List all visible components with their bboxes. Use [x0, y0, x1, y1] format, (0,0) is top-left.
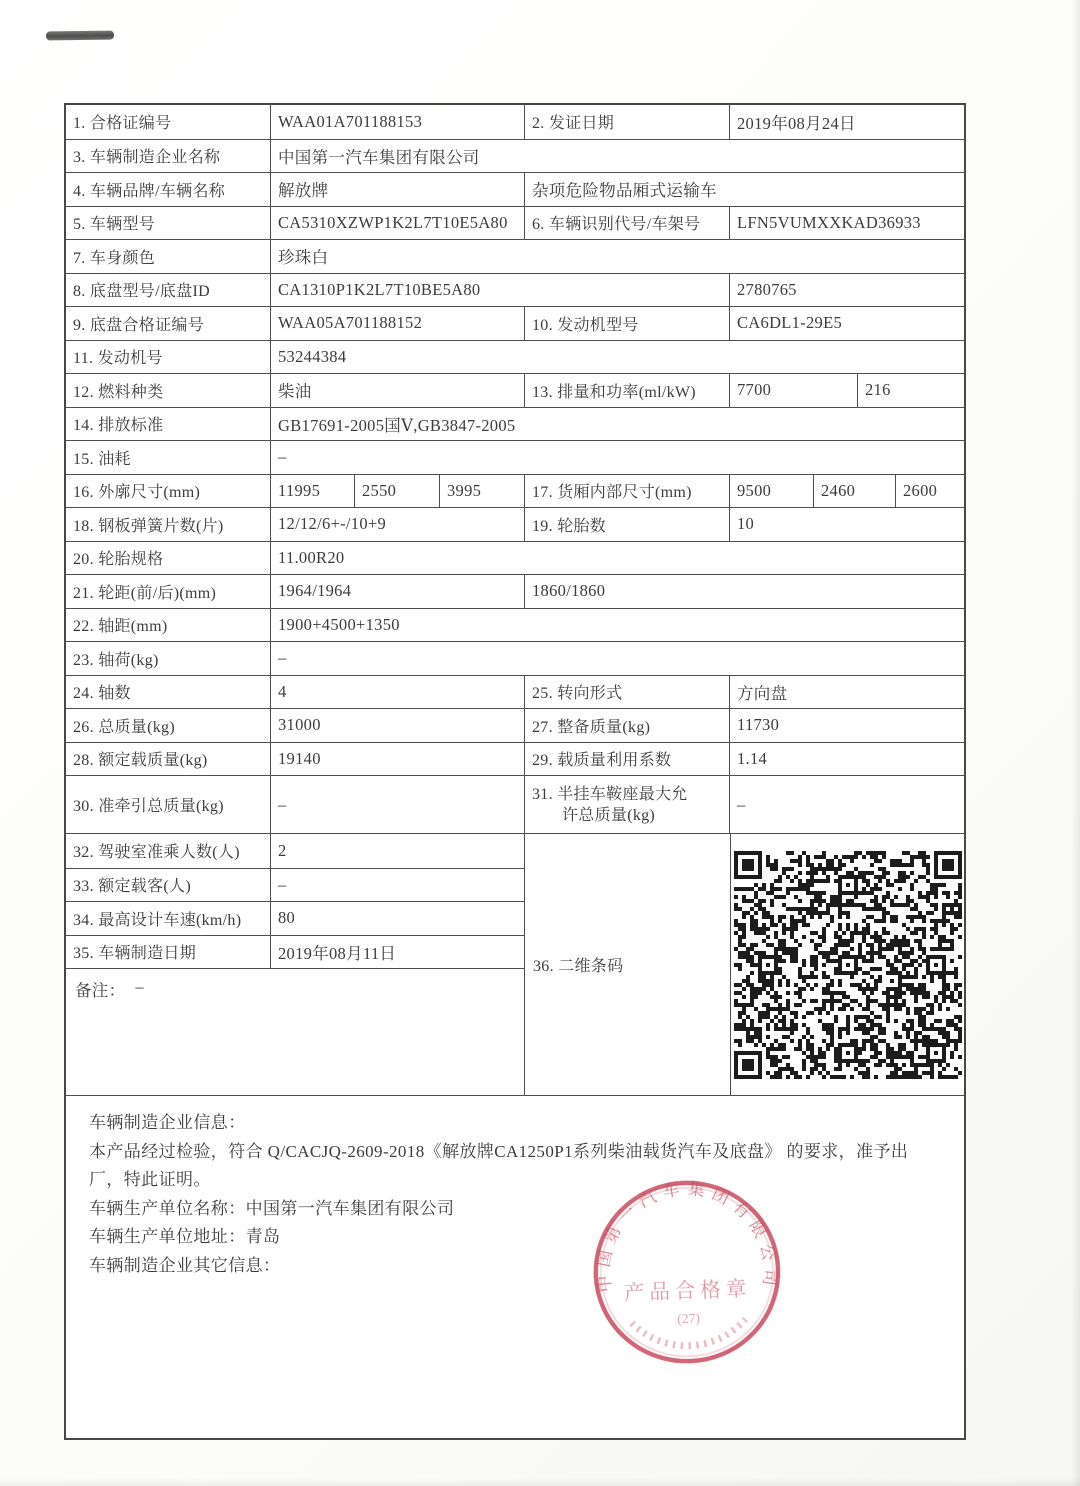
field-26-value: 31000 [270, 709, 524, 742]
qr-code [734, 851, 962, 1079]
field-3-value: 中国第一汽车集团有限公司 [270, 140, 964, 173]
field-31-value: – [729, 776, 964, 833]
field-29-label: 29. 载质量利用系数 [524, 743, 729, 776]
field-6-value-vin: LFN5VUMXXKAD36933 [729, 207, 964, 240]
field-34-label: 34. 最高设计车速(km/h) [73, 911, 242, 929]
remark-label: 备注： [75, 981, 126, 1000]
field-17-value-width: 2460 [813, 475, 895, 508]
pen-mark [46, 31, 114, 41]
field-17-label: 17. 货厢内部尺寸(mm) [524, 475, 729, 508]
field-9-value: WAA05A701188152 [270, 307, 524, 340]
table-bottom-section [66, 833, 964, 1095]
field-4-value-brand: 解放牌 [270, 173, 524, 206]
field-2-value: 2019年08月24日 [729, 105, 964, 139]
field-20-value: 11.00R20 [270, 542, 964, 575]
field-8-value-id: 2780765 [729, 274, 964, 307]
field-36-label: 36. 二维条码 [533, 958, 624, 975]
field-19-value: 10 [729, 508, 964, 541]
field-28-label: 28. 额定载质量(kg) [73, 752, 208, 770]
table-row [66, 306, 964, 340]
field-27-value: 11730 [729, 709, 964, 742]
field-16-value-width: 2550 [354, 475, 439, 508]
field-7-label: 7. 车身颜色 [73, 249, 156, 267]
field-24-value: 4 [270, 676, 524, 709]
field-35-label: 35. 车辆制造日期 [73, 945, 197, 963]
field-28-value: 19140 [270, 743, 524, 776]
field-11-label: 11. 发动机号 [73, 350, 163, 368]
table-row [66, 742, 964, 776]
table-row [66, 172, 964, 206]
field-8-label: 8. 底盘型号/底盘ID [73, 283, 210, 301]
table-row [66, 574, 964, 608]
field-3-label: 3. 车辆制造企业名称 [73, 149, 221, 167]
field-12-value: 柴油 [270, 374, 524, 407]
field-30-label: 30. 准牵引总质量(kg) [73, 798, 224, 815]
field-10-value: CA6DL1-29E5 [729, 307, 964, 340]
field-23-value: – [270, 642, 964, 675]
field-2-label: 2. 发证日期 [524, 105, 729, 139]
field-12-label: 12. 燃料种类 [73, 383, 164, 401]
field-4-label: 4. 车辆品牌/车辆名称 [73, 182, 226, 200]
page-edge-shadow [1071, 0, 1080, 1486]
field-6-label: 6. 车辆识别代号/车架号 [524, 207, 729, 240]
seal-center-text: 产品合格章 [623, 1278, 752, 1305]
table-row [66, 608, 964, 642]
footer-line: 厂，特此证明。 [89, 1170, 211, 1189]
field-13-value-power: 216 [857, 374, 964, 407]
table-row [66, 641, 964, 675]
footer-line: 车辆生产单位地址：青岛 [89, 1227, 281, 1246]
field-31-label-line1: 31. 半挂车鞍座最大允 [532, 785, 688, 803]
field-20-label: 20. 轮胎规格 [73, 551, 164, 569]
field-1-label: 1. 合格证编号 [73, 115, 172, 133]
field-14-value: GB17691-2005国Ⅴ,GB3847-2005 [270, 408, 964, 441]
field-5-value: CA5310XZWP1K2L7T10E5A80 [270, 207, 524, 240]
certificate-table [64, 103, 966, 1440]
page-edge-shadow [0, 1478, 1080, 1486]
field-22-label: 22. 轴距(mm) [73, 618, 168, 636]
table-row [66, 507, 964, 541]
field-30-value: – [270, 776, 524, 833]
table-row [66, 105, 964, 139]
table-row [66, 868, 524, 902]
table-row [66, 373, 964, 407]
footer-line: 车辆生产单位名称：中国第一汽车集团有限公司 [89, 1198, 455, 1218]
table-row [66, 139, 964, 173]
field-14-label: 14. 排放标准 [73, 417, 164, 435]
field-13-value-displacement: 7700 [729, 374, 857, 407]
table-row [66, 675, 964, 709]
field-33-label: 33. 额定载客(人) [73, 878, 191, 896]
field-32-label: 32. 驾驶室准乘人数(人) [73, 844, 240, 862]
table-row [66, 901, 524, 935]
field-15-value: – [270, 441, 964, 474]
table-row [66, 935, 524, 969]
table-row [66, 273, 964, 307]
field-1-value: WAA01A701188153 [270, 105, 524, 139]
field-9-label: 9. 底盘合格证编号 [73, 316, 205, 334]
table-row [66, 708, 964, 742]
field-7-value: 珍珠白 [270, 240, 964, 273]
field-21-value-rear: 1860/1860 [524, 575, 964, 608]
table-row [66, 474, 964, 508]
fields-32-35-block [66, 834, 524, 1095]
field-15-label: 15. 油耗 [73, 450, 131, 468]
field-21-value-front: 1964/1964 [270, 575, 524, 608]
field-11-value: 53244384 [270, 341, 964, 374]
field-25-value: 方向盘 [729, 676, 964, 709]
company-seal [583, 1173, 792, 1376]
field-26-label: 26. 总质量(kg) [73, 718, 175, 736]
table-row [66, 340, 964, 374]
field-31-label [524, 776, 729, 833]
field-35-value: 2019年08月11日 [270, 936, 524, 969]
qr-section [524, 834, 964, 1095]
footer-title: 车辆制造企业信息： [89, 1113, 246, 1132]
field-25-label: 25. 转向形式 [524, 676, 729, 709]
table-row [66, 541, 964, 575]
seal-number: (27) [676, 1310, 701, 1327]
field-16-value-height: 3995 [439, 475, 524, 508]
field-5-label: 5. 车辆型号 [73, 216, 156, 234]
field-10-label: 10. 发动机型号 [524, 307, 729, 340]
field-8-value: CA1310P1K2L7T10BE5A80 [270, 274, 729, 307]
seal-ring-text: 中国第一汽车集团有限公司 [593, 1178, 781, 1294]
field-18-label: 18. 钢板弹簧片数(片) [73, 517, 224, 535]
field-16-label: 16. 外廓尺寸(mm) [73, 484, 201, 502]
table-row [66, 407, 964, 441]
footer-line: 本产品经过检验，符合 Q/CACJQ-2609-2018《解放牌CA1250P1系列柴油载货汽车及底盘》 的要求，准予出 [89, 1141, 909, 1161]
field-32-value: 2 [270, 834, 524, 868]
field-13-label: 13. 排量和功率(ml/kW) [524, 374, 729, 407]
footer-line: 车辆制造企业其它信息： [89, 1255, 281, 1275]
table-row [66, 775, 964, 833]
field-4-value-name: 杂项危险物品厢式运输车 [524, 173, 964, 206]
field-17-value-height: 2600 [895, 475, 964, 508]
field-29-value: 1.14 [729, 743, 964, 776]
field-23-label: 23. 轴荷(kg) [73, 651, 159, 669]
field-24-label: 24. 轴数 [73, 685, 131, 703]
field-18-value: 12/12/6+-/10+9 [270, 508, 524, 541]
field-33-value: – [270, 869, 524, 902]
table-row [66, 239, 964, 273]
table-row [66, 206, 964, 240]
remark-cell [66, 968, 524, 1095]
remark-value: – [135, 977, 144, 996]
field-16-value-length: 11995 [270, 475, 354, 508]
field-22-value: 1900+4500+1350 [270, 609, 964, 642]
table-row [66, 834, 524, 868]
field-17-value-length: 9500 [729, 475, 813, 508]
field-21-label: 21. 轮距(前/后)(mm) [73, 584, 217, 602]
field-19-label: 19. 轮胎数 [524, 508, 729, 541]
qr-cell [730, 834, 964, 1095]
field-31-label-line2: 许总质量(kg) [562, 806, 656, 824]
field-34-value: 80 [270, 902, 524, 935]
field-27-label: 27. 整备质量(kg) [524, 709, 729, 742]
table-row [66, 440, 964, 474]
manufacturer-info-block [66, 1095, 964, 1442]
